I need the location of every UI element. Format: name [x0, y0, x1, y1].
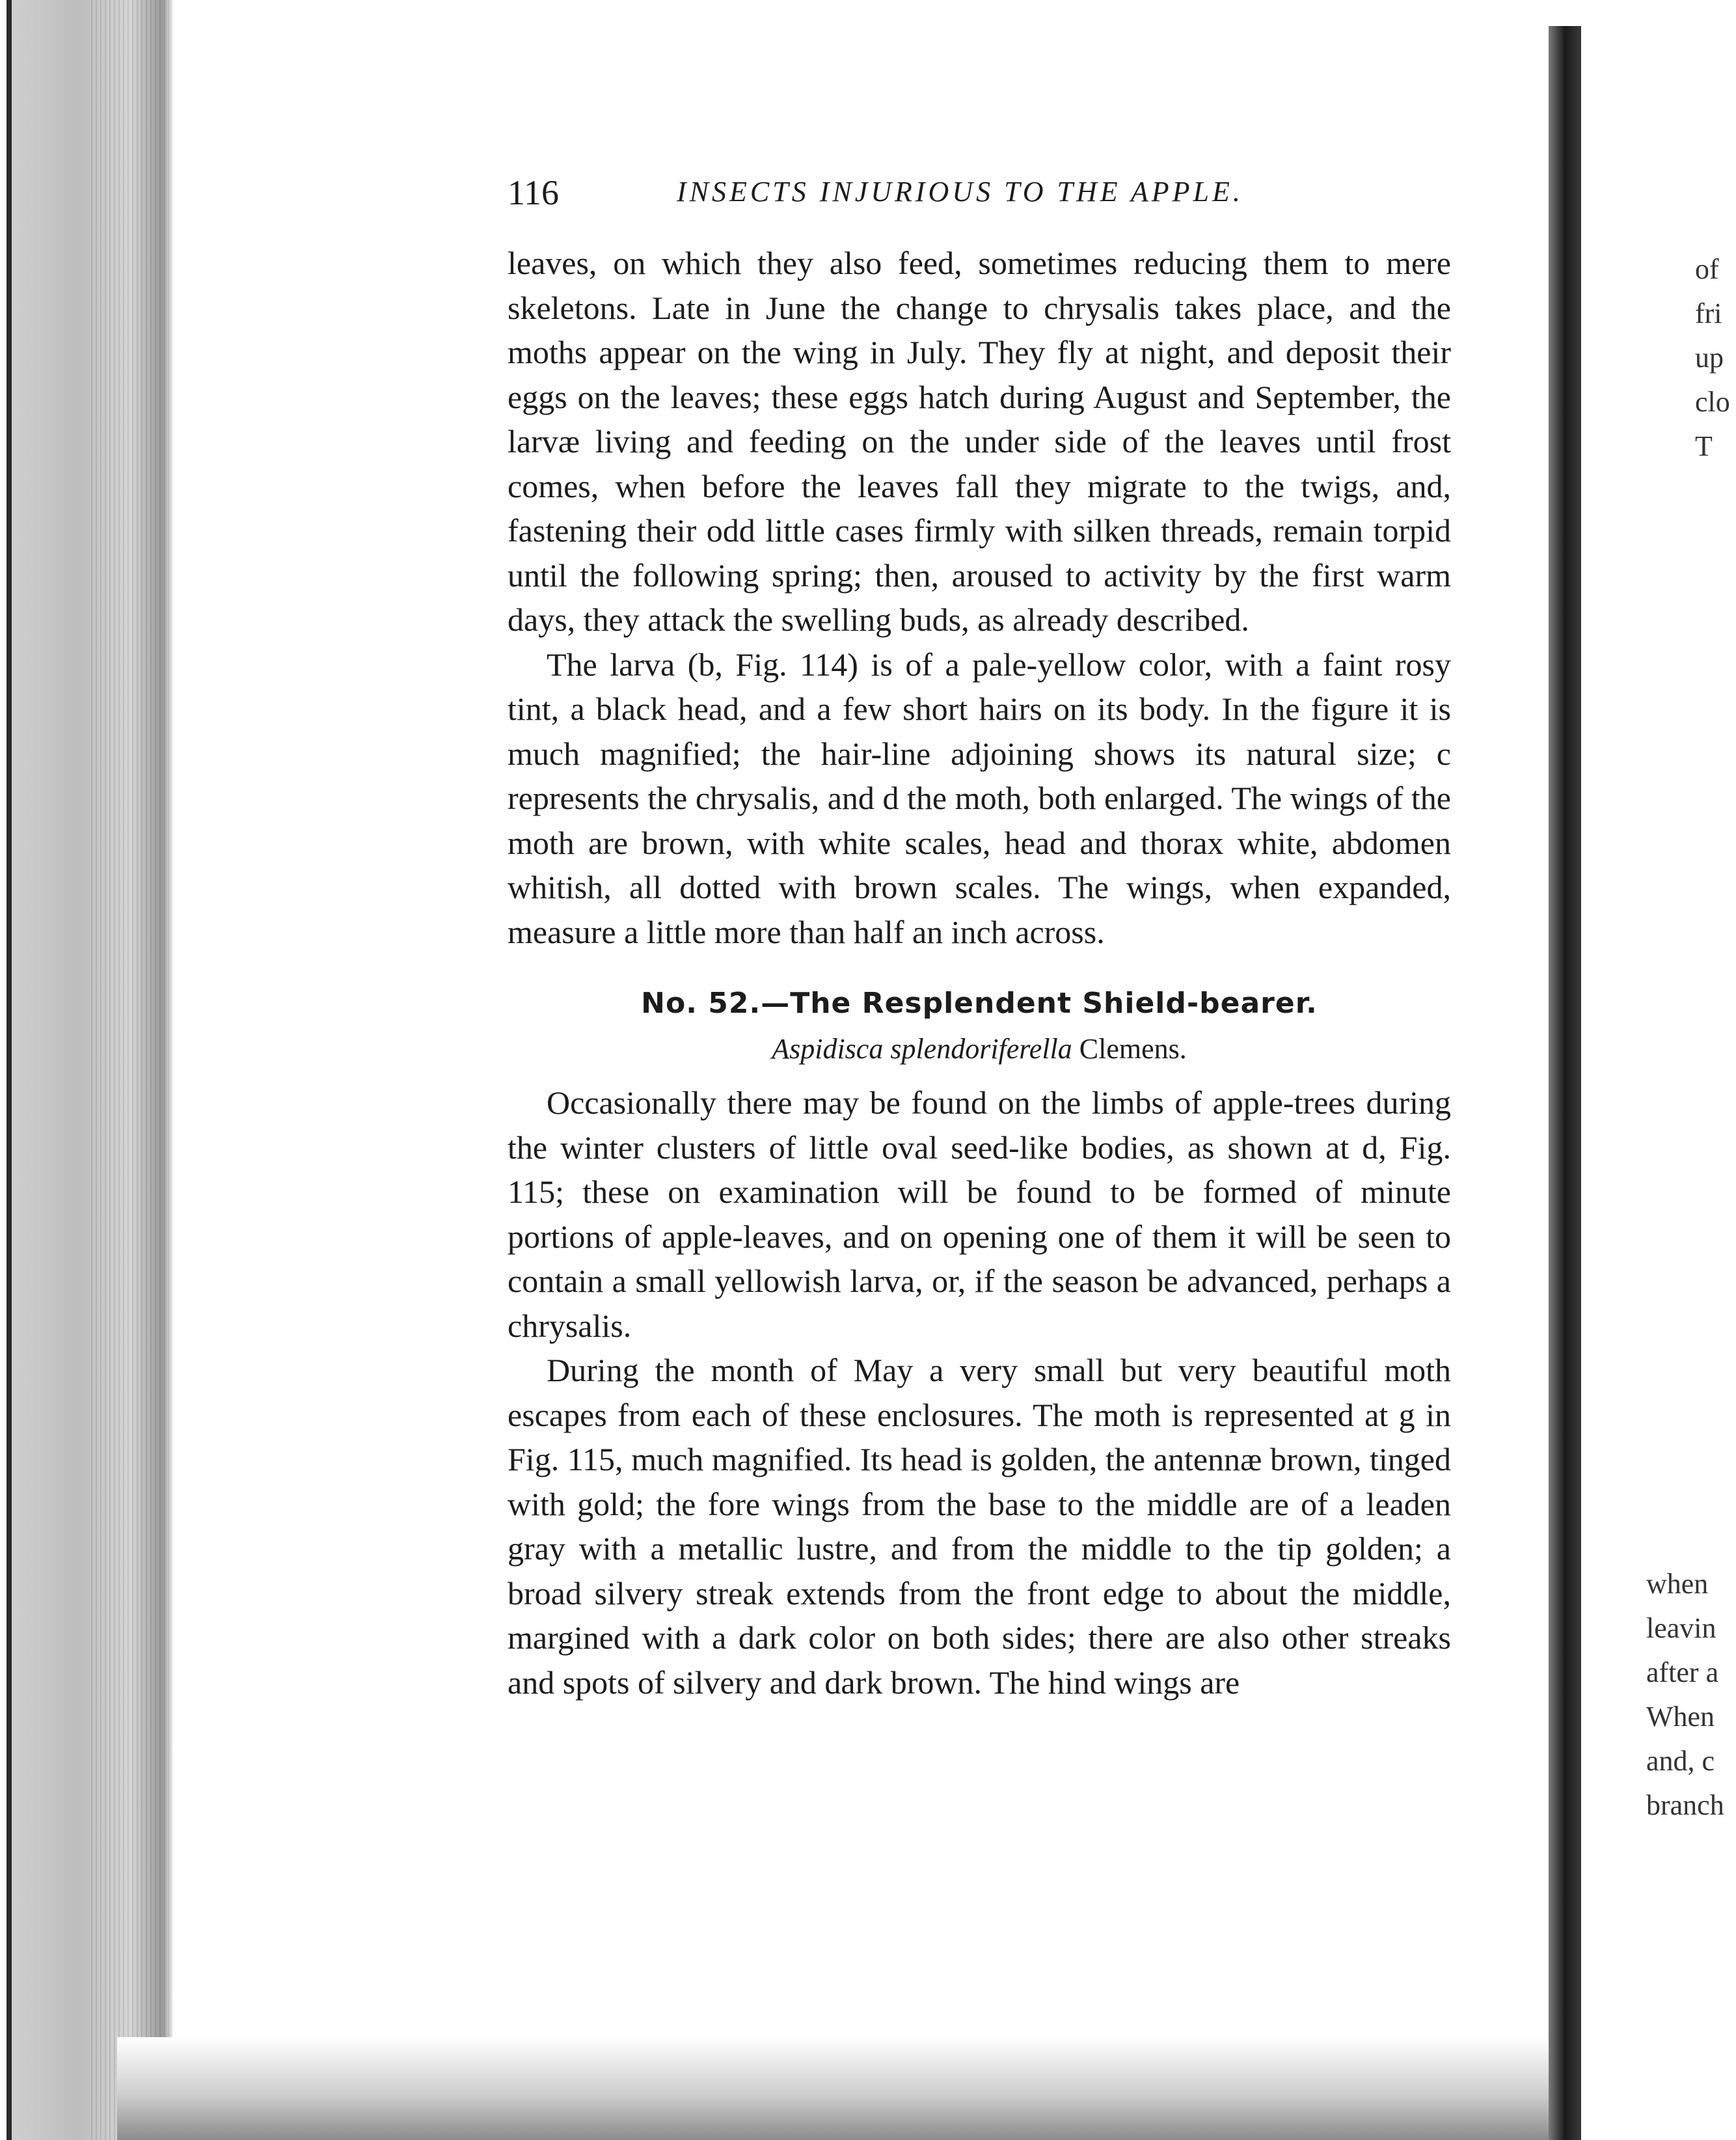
- paragraph: Occasionally there may be found on the limbs of apple-trees during the winter clusters of little oval seed-like bodies, as shown at d, Fig. 115; these on examination will be found to be formed of minute portions of apple-leaves, and on opening one of them it will be seen to contain a small yellowish larva, or, if the season be advanced, perhaps a chrysalis.: [508, 1084, 1451, 1344]
- page-number: 116: [508, 173, 559, 212]
- paragraph: The larva (b, Fig. 114) is of a pale-yellow color, with a faint rosy tint, a black head, and a few short hairs on its body. In the figure it is much magnified; the hair-line adjoining shows its natural size; c represents the chrysalis, and d the moth, both enlarged. The wings of the moth are brown, with white scales, head and thorax white, abdomen whitish, all dotted with brown scales. The wings, when expanded, measure a little more than half an inch across.: [508, 646, 1451, 950]
- page-bottom-shadow: [117, 2037, 1549, 2140]
- scientific-name: Aspidisca splendoriferella: [772, 1033, 1072, 1065]
- text-fragment: clo: [1695, 386, 1730, 418]
- text-fragment: fri: [1695, 297, 1722, 329]
- text-fragment: of: [1695, 253, 1719, 285]
- scientific-name-line: [508, 1030, 1451, 1069]
- book-spine: [1549, 26, 1581, 2140]
- text-fragment: T: [1695, 430, 1713, 462]
- facing-page-text-top: [1695, 247, 1730, 469]
- section-heading: No. 52.—The Resplendent Shield-bearer.: [641, 987, 1318, 1020]
- text-fragment: leavin: [1646, 1612, 1716, 1644]
- text-fragment: up: [1695, 342, 1724, 374]
- facing-page-text-bottom: [1646, 1562, 1724, 1828]
- paragraph: During the month of May a very small but very beautiful moth escapes from each of these enclosures. The moth is represented at g in Fig. 115, much magnified. Its head is golden, the antennæ brown, tinged with gold; the fore wings from the base to the middle are of a leaden gray with a metallic lustre, and from the middle to the tip golden; a broad silvery streak extends from the front edge to about the middle, margined with a dark color on both sides; there are also other streaks and spots of silvery and dark brown. The hind wings are: [508, 1352, 1451, 1701]
- text-fragment: branch: [1646, 1789, 1724, 1821]
- text-fragment: after a: [1646, 1656, 1719, 1688]
- authority: Clemens.: [1079, 1033, 1187, 1065]
- running-head: INSECTS INJURIOUS TO THE APPLE.: [677, 176, 1243, 208]
- paragraph: leaves, on which they also feed, sometimes reducing them to mere skeletons. Late in June the change to chrysalis takes place, and the moths appear on the wing in July. They fly at night, and deposit their eggs on the leaves; these eggs hatch during August and September, the larvæ living and feeding on the under side of the leaves until frost comes, when before the leaves fall they migrate to the twigs, and, fastening their odd little cases firmly with silken threads, remain torpid until the following spring; then, aroused to activity by the first warm days, they attack the swelling buds, as already described.: [508, 245, 1451, 638]
- text-fragment: and, c: [1646, 1745, 1715, 1777]
- page-header: [508, 172, 1318, 225]
- text-fragment: when: [1646, 1568, 1709, 1600]
- page-edges: [91, 0, 169, 2140]
- page-body: [508, 241, 1451, 1705]
- text-fragment: When: [1646, 1701, 1715, 1733]
